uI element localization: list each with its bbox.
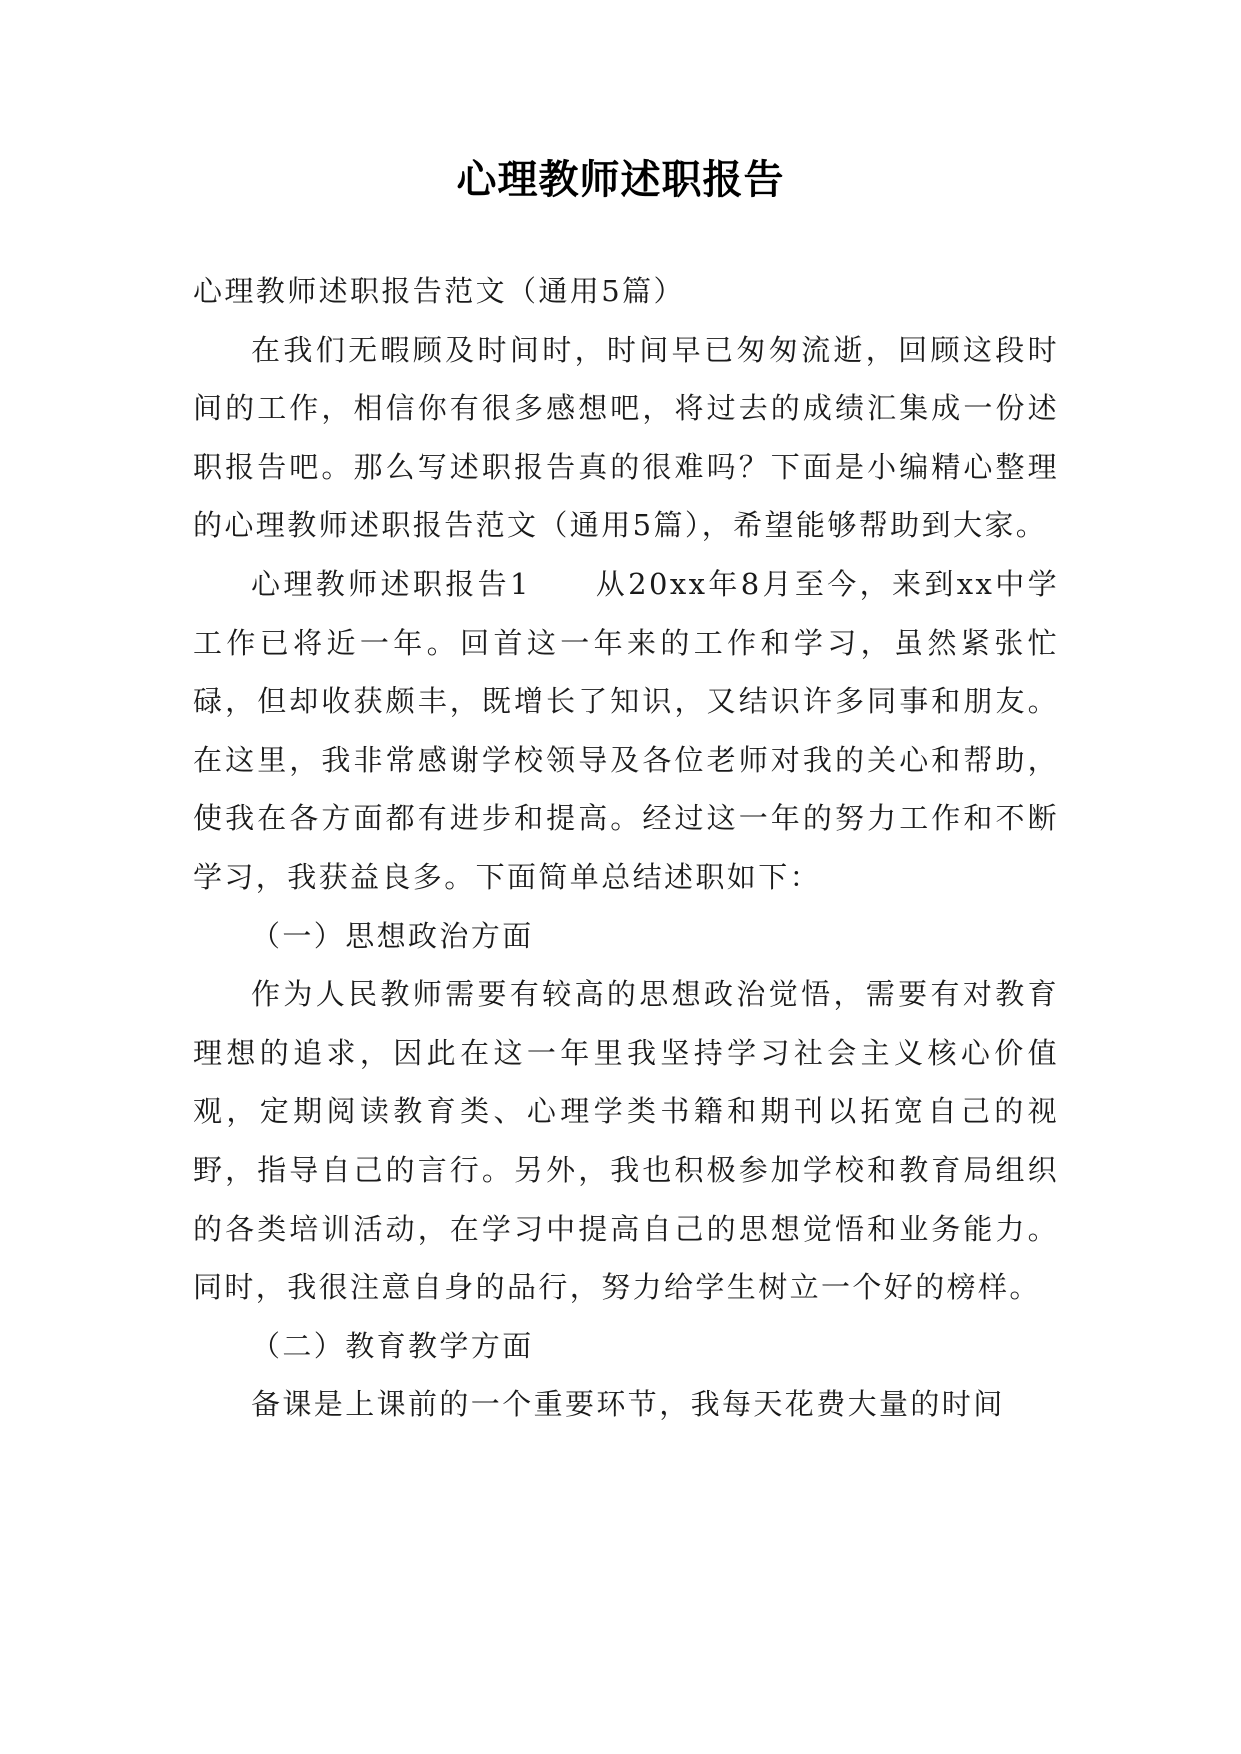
report1-paragraph [193, 555, 1059, 907]
document-body [193, 262, 1059, 1434]
report1-text: 从20xx年8月至今，来到xx中学工作已将近一年。回首这一年来的工作和学习，虽然紧张忙碌，但却收获颇丰，既增长了知识，又结识许多同事和朋友。在这里，我非常感谢学校领导及各位老师对我的关心和帮助，使我在各方面都有进步和提高。经过这一年的努力工作和不断学习，我获益良多。下面简单总结述职如下： [193, 566, 1059, 894]
section2-paragraph: 备课是上课前的一个重要环节，我每天花费大量的时间 [251, 1387, 1005, 1422]
section1-paragraph: 作为人民教师需要有较高的思想政治觉悟，需要有对教育理想的追求，因此在这一年里我坚持学习社会主义核心价值观，定期阅读教育类、心理学类书籍和期刊以拓宽自己的视野，指导自己的言行。另外，我也积极参加学校和教育局组织的各类培训活动，在学习中提高自己的思想觉悟和业务能力。同时，我很注意自身的品行，努力给学生树立一个好的榜样。 [193, 977, 1059, 1305]
document-title: 心理教师述职报告 [456, 156, 785, 203]
section1-heading: （一）思想政治方面 [251, 918, 534, 953]
section2-heading: （二）教育教学方面 [251, 1328, 534, 1363]
report1-heading: 心理教师述职报告1 [251, 566, 531, 601]
document-subtitle: 心理教师述职报告范文（通用5篇） [193, 274, 685, 308]
intro-paragraph: 在我们无暇顾及时间时，时间早已匆匆流逝，回顾这段时间的工作，相信你有很多感想吧，将过去的成绩汇集成一份述职报告吧。那么写述职报告真的很难吗？下面是小编精心整理的心理教师述职报告范文（通用5篇），希望能够帮助到大家。 [193, 332, 1059, 543]
